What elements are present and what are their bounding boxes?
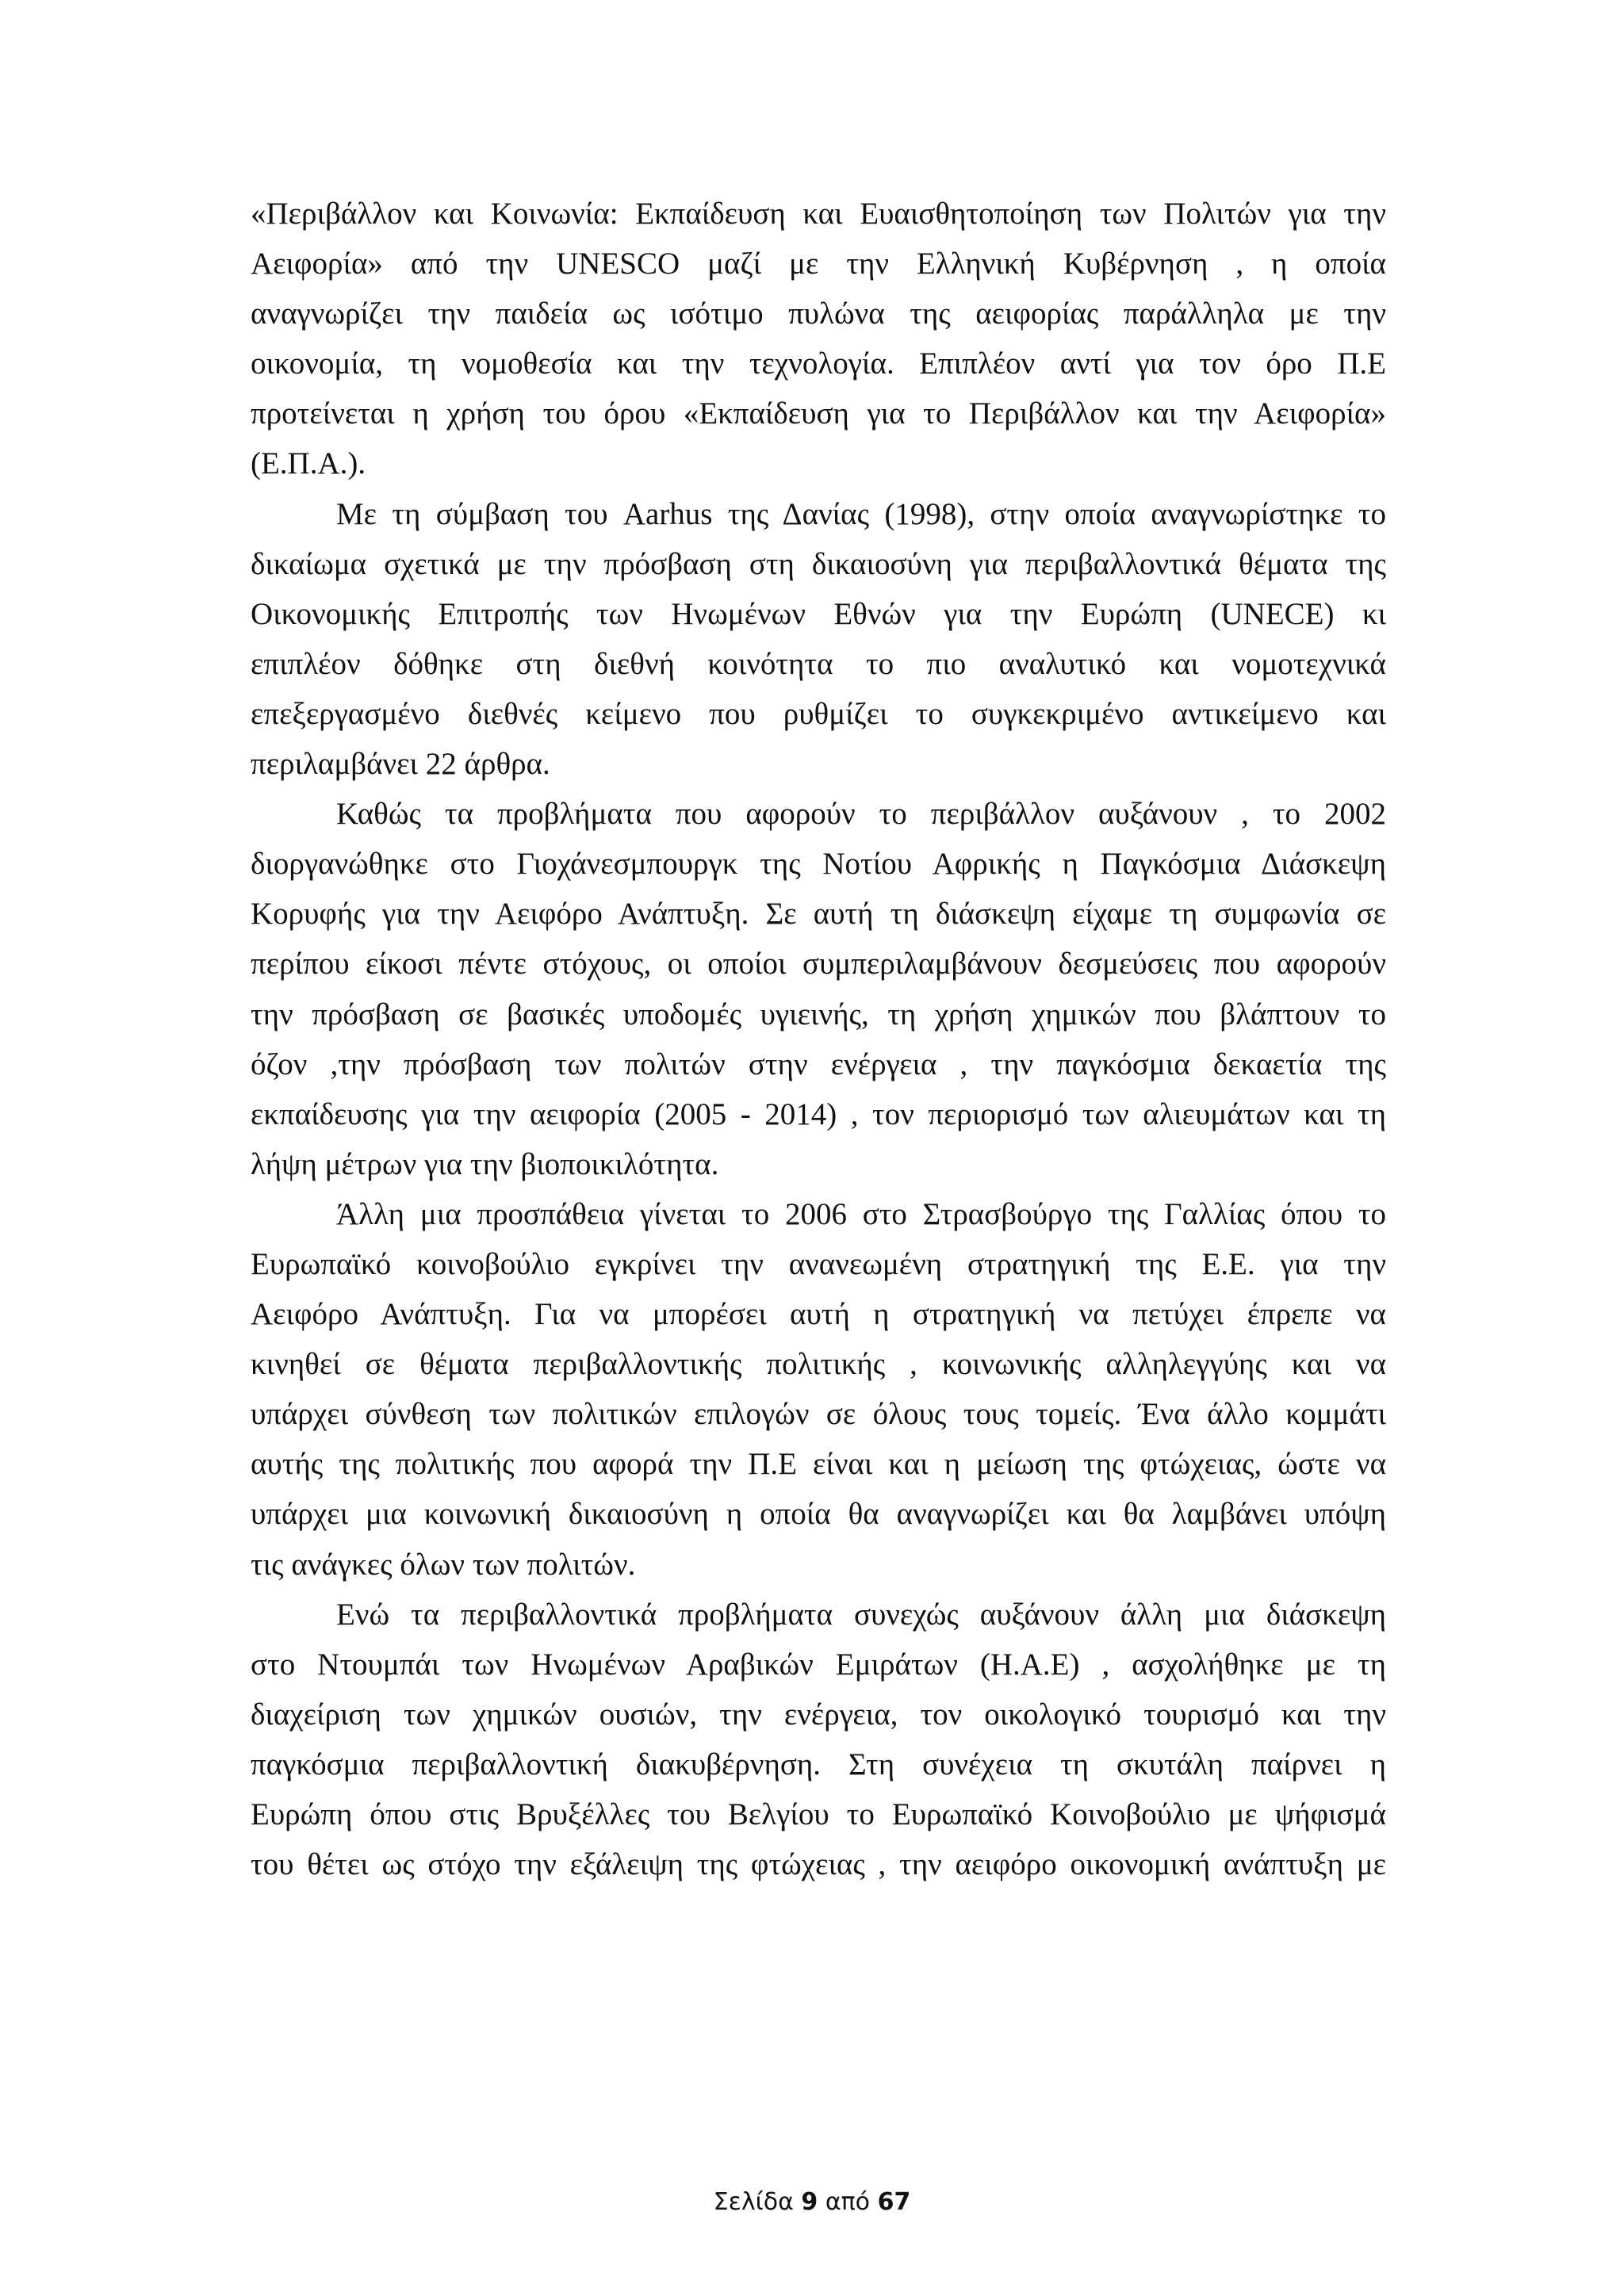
text-line: προτείνεται η χρήση του όρου «Εκπαίδευση για το Περιβάλλον και την Αειφορία»	[251, 396, 1386, 431]
text-line: Ενώ τα περιβαλλοντικά προβλήματα συνεχώς αυξάνουν άλλη μια διάσκεψη	[336, 1597, 1386, 1632]
text-line: Κορυφής για την Αειφόρο Ανάπτυξη. Σε αυτή τη διάσκεψη είχαμε τη συμφωνία σε	[251, 897, 1386, 932]
text-line: οικονομία, τη νομοθεσία και την τεχνολογία. Επιπλέον αντί για τον όρο Π.Ε	[251, 346, 1386, 381]
text-line: παγκόσμια περιβαλλοντική διακυβέρνηση. Στη συνέχεια τη σκυτάλη παίρνει η	[251, 1747, 1386, 1781]
text-line: Καθώς τα προβλήματα που αφορούν το περιβάλλον αυξάνουν , το 2002	[336, 797, 1386, 832]
text-line: αναγνωρίζει την παιδεία ως ισότιμο πυλώνα της αειφορίας παράλληλα με την	[251, 297, 1386, 331]
text-line: «Περιβάλλον και Κοινωνία: Εκπαίδευση και Ευαισθητοποίηση των Πολιτών για την	[251, 197, 1386, 231]
footer-page-number: 9	[801, 2188, 818, 2216]
text-line: κινηθεί σε θέματα περιβαλλοντικής πολιτικής , κοινωνικής αλληλεγγύης και να	[251, 1347, 1386, 1382]
text-line: περίπου είκοσι πέντε στόχους, οι οποίοι συμπεριλαμβάνουν δεσμεύσεις που αφορούν	[251, 947, 1386, 982]
body-text	[251, 189, 1386, 1889]
text-line: υπάρχει σύνθεση των πολιτικών επιλογών σε όλους τους τομείς. Ένα άλλο κομμάτι	[251, 1397, 1386, 1432]
text-line: δικαίωμα σχετικά με την πρόσβαση στη δικαιοσύνη για περιβαλλοντικά θέματα της	[251, 546, 1386, 581]
footer-prefix: Σελίδα	[713, 2188, 794, 2216]
text-line: (Ε.Π.Α.).	[251, 446, 366, 481]
text-line: διαχείριση των χημικών ουσιών, την ενέργεια, τον οικολογικό τουρισμό και την	[251, 1697, 1386, 1732]
text-line: εκπαίδευσης για την αειφορία (2005 - 2014) , τον περιορισμό των αλιευμάτων και τη	[251, 1096, 1386, 1131]
text-line: την πρόσβαση σε βασικές υποδομές υγιεινής, τη χρήση χημικών που βλάπτουν το	[251, 997, 1386, 1031]
text-line: επιπλέον δόθηκε στη διεθνή κοινότητα το πιο αναλυτικό και νομοτεχνικά	[251, 646, 1386, 681]
text-line: Με τη σύμβαση του Aarhus της Δανίας (1998), στην οποία αναγνωρίστηκε το	[336, 496, 1386, 531]
text-line: τις ανάγκες όλων των πολιτών.	[251, 1547, 636, 1582]
footer-total-pages: 67	[877, 2188, 911, 2216]
text-line: αυτής της πολιτικής που αφορά την Π.Ε είναι και η μείωση της φτώχειας, ώστε να	[251, 1447, 1386, 1482]
text-line: Άλλη μια προσπάθεια γίνεται το 2006 στο Στρασβούργο της Γαλλίας όπου το	[336, 1196, 1386, 1231]
text-line: όζον ,την πρόσβαση των πολιτών στην ενέργεια , την παγκόσμια δεκαετία της	[251, 1047, 1386, 1081]
text-line: Ευρωπαϊκό κοινοβούλιο εγκρίνει την ανανεωμένη στρατηγική της Ε.Ε. για την	[251, 1246, 1386, 1281]
text-line: Αειφόρο Ανάπτυξη. Για να μπορέσει αυτή η στρατηγική να πετύχει έπρεπε να	[251, 1297, 1386, 1332]
text-line: του θέτει ως στόχο την εξάλειψη της φτώχειας , την αειφόρο οικονομική ανάπτυξη με	[251, 1847, 1386, 1882]
text-line: Ευρώπη όπου στις Βρυξέλλες του Βελγίου το Ευρωπαϊκό Κοινοβούλιο με ψήφισμά	[251, 1797, 1386, 1831]
text-line: επεξεργασμένο διεθνές κείμενο που ρυθμίζει το συγκεκριμένο αντικείμενο και	[251, 696, 1386, 731]
text-line: στο Ντουμπάι των Ηνωμένων Αραβικών Εμιράτων (Η.Α.Ε) , ασχολήθηκε με τη	[251, 1647, 1386, 1682]
text-line: υπάρχει μια κοινωνική δικαιοσύνη η οποία θα αναγνωρίζει και θα λαμβάνει υπόψη	[251, 1497, 1386, 1532]
text-line: Οικονομικής Επιτροπής των Ηνωμένων Εθνών για την Ευρώπη (UNECE) κι	[251, 596, 1386, 631]
footer-separator: από	[825, 2188, 871, 2216]
text-line: λήψη μέτρων για την βιοποικιλότητα.	[251, 1146, 719, 1181]
text-line: διοργανώθηκε στο Γιοχάνεσμπουργκ της Νοτίου Αφρικής η Παγκόσμια Διάσκεψη	[251, 847, 1386, 882]
text-line: Αειφορία» από την UNESCO μαζί με την Ελληνική Κυβέρνηση , η οποία	[251, 247, 1386, 281]
text-line: περιλαμβάνει 22 άρθρα.	[251, 747, 550, 782]
page-footer	[0, 2188, 1624, 2216]
